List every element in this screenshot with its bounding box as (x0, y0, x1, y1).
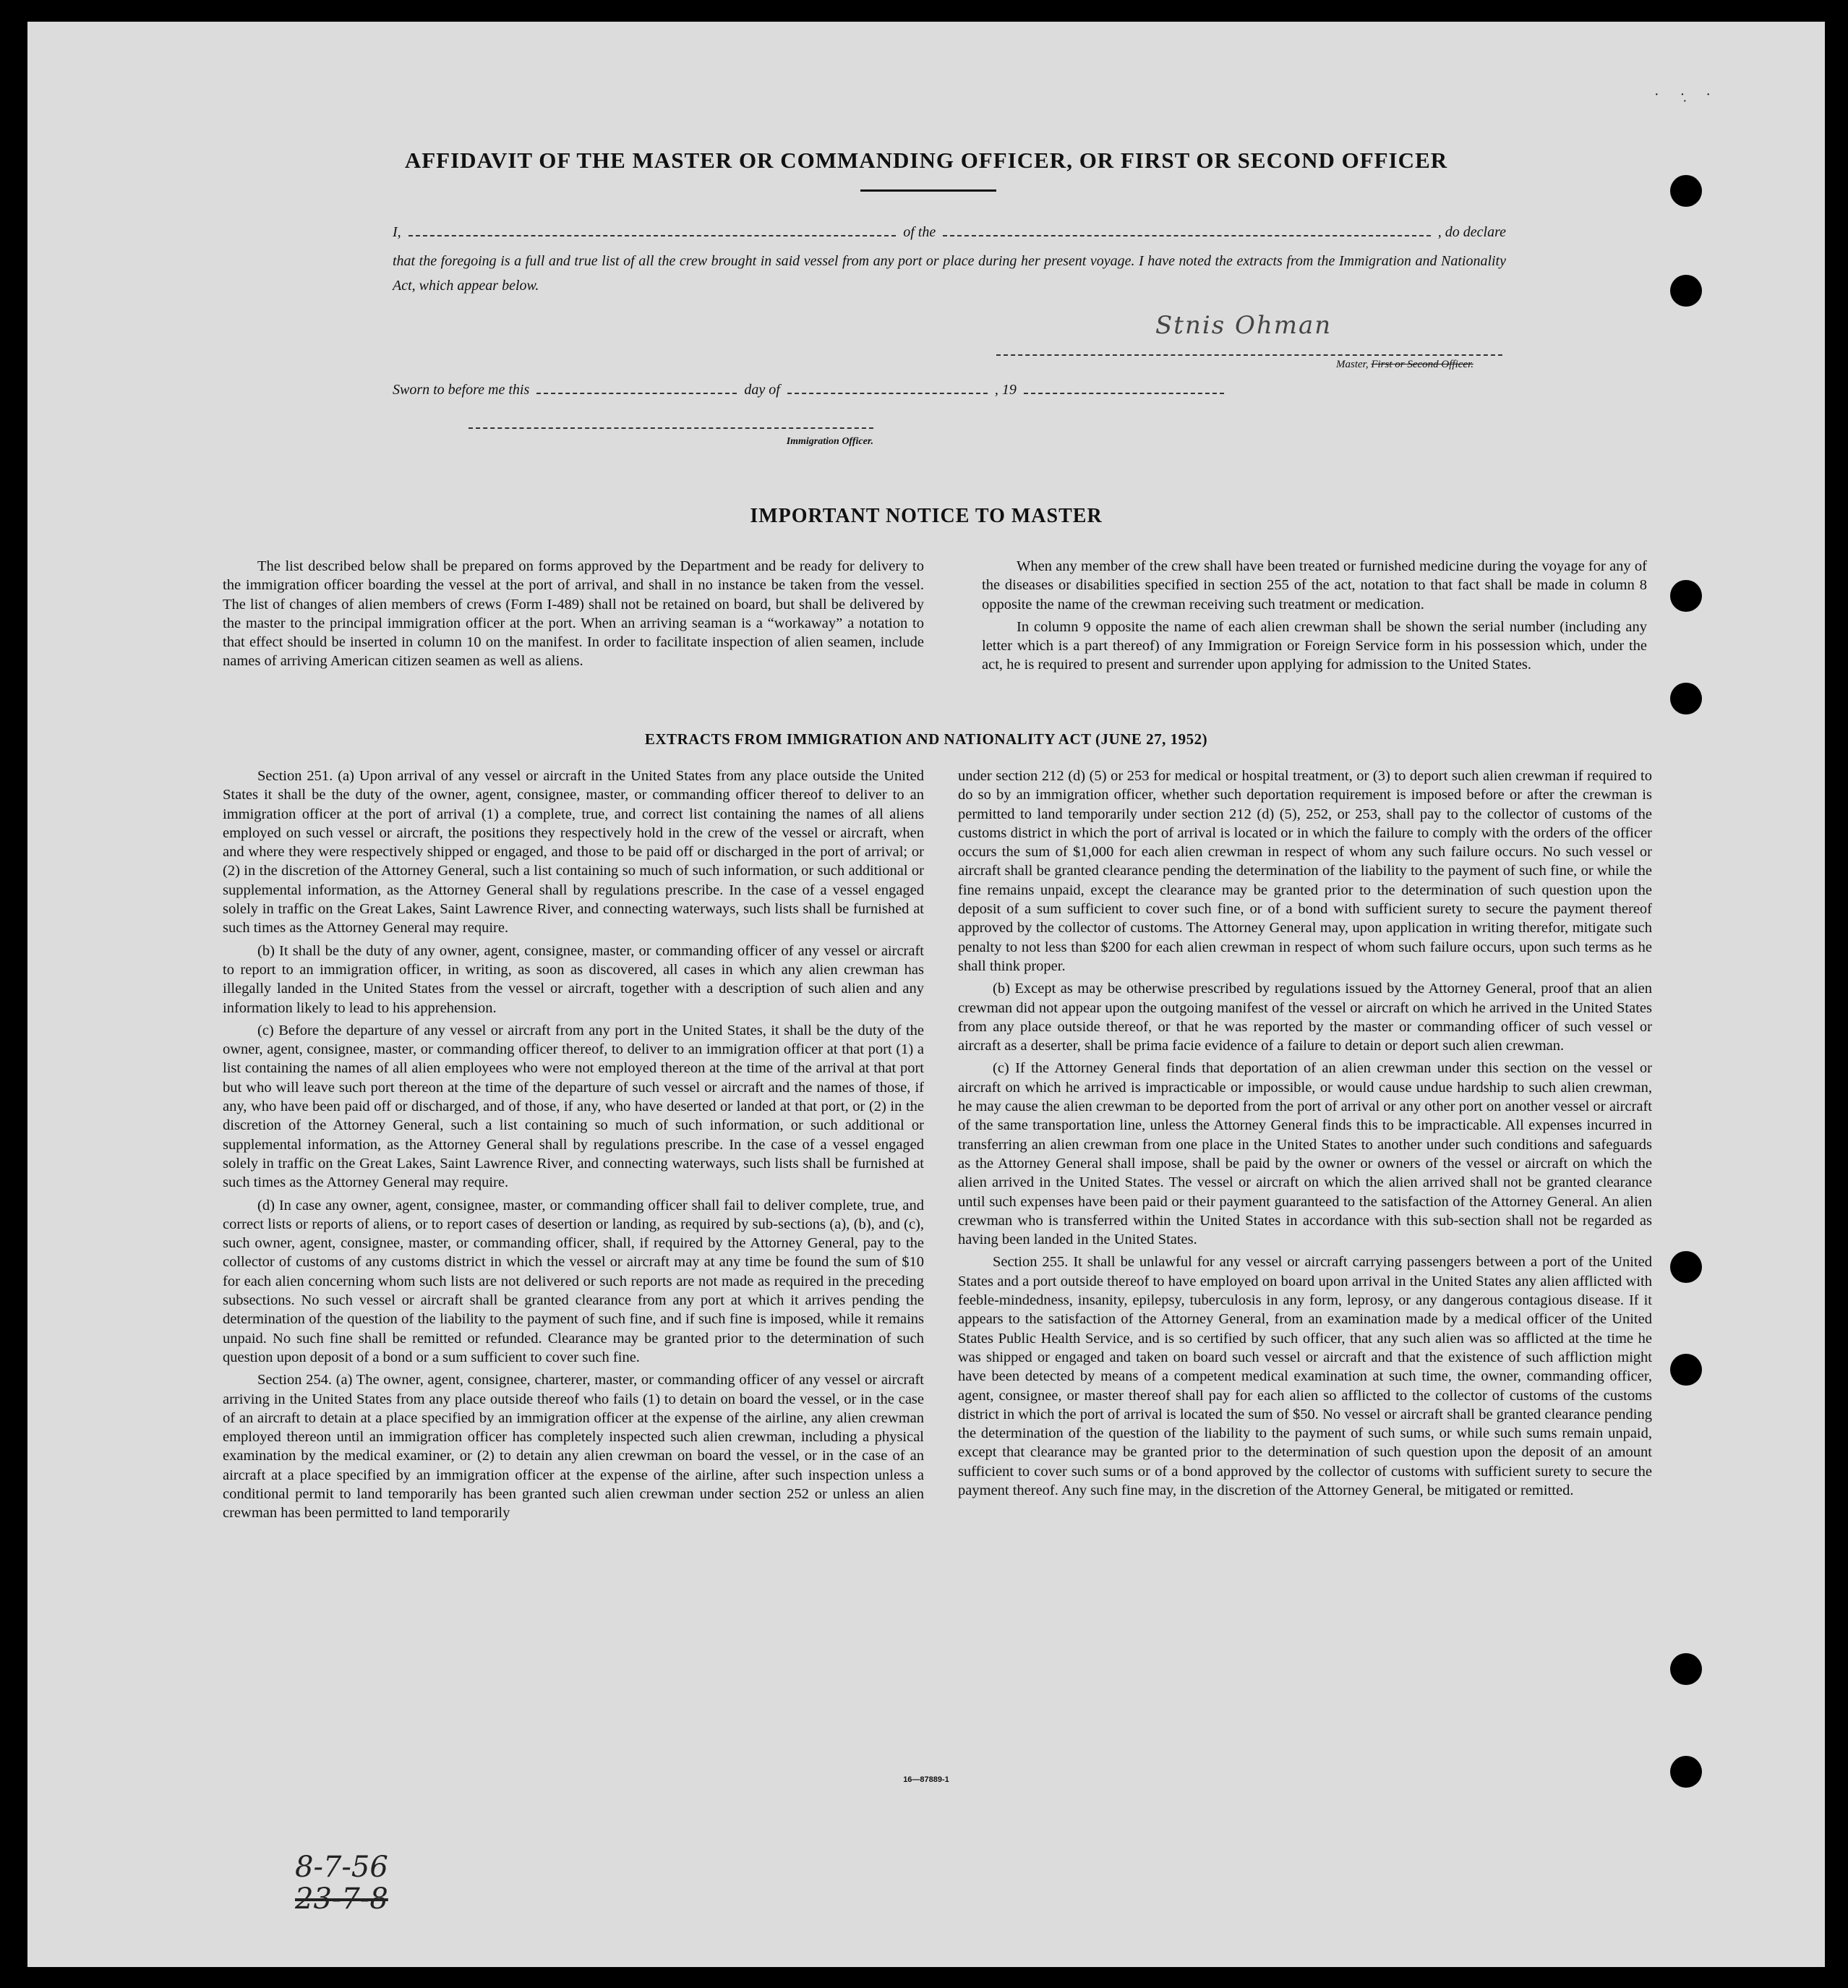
name-blank[interactable] (408, 234, 897, 236)
form-number: 16—87889-1 (903, 1775, 949, 1784)
notice-title: IMPORTANT NOTICE TO MASTER (750, 505, 1103, 527)
scan-specks: · ·̣ · (1654, 87, 1719, 103)
day-of-label: day of (744, 382, 780, 398)
notice-paragraph: When any member of the crew shall have been treated or furnished medicine during the voyage for any of the diseases or disabilities specified in section 255 of the act, notation to that fact shall be made in column 8 opposite the name of the crewman receiving such treatment or medication. (982, 558, 1647, 613)
vessel-blank[interactable] (943, 234, 1431, 236)
notice-right-column (982, 557, 1647, 678)
notice-left-column (223, 557, 924, 675)
handwritten-date-1: 8-7-56 (295, 1851, 388, 1884)
punch-hole (1670, 580, 1702, 612)
punch-hole (1670, 1653, 1702, 1685)
extract-paragraph: (b) It shall be the duty of any owner, agent, consignee, master, or commanding officer of any vessel or aircraft to report to an immigration officer, in writing, as soon as discovered, all cases in which any alien crewman has illegally landed in the United States from the vessel or aircraft, together with a description of such alien and any information likely to lead to his apprehension. (223, 942, 924, 1016)
sworn-line (393, 382, 1224, 398)
declaration-text: that the foregoing is a full and true list of all the crew brought in said vessel from any port or place during her present voyage. I have noted the extracts from the Immigration and Nationality Act, which appear below. (393, 253, 1506, 294)
immigration-officer-signature-line[interactable] (469, 427, 873, 429)
extract-paragraph: (b) Except as may be otherwise prescribed by regulations issued by the Attorney General, proof that an alien crewman did not appear upon the outgoing manifest of the vessel or aircraft on which he arrived in the United States from any place outside thereof, or that he was reported by the master or commanding officer of such vessel or aircraft as a deserter, shall be prima facie evidence of a failure to detain or deport such alien crewman. (958, 981, 1652, 1054)
sworn-year-blank[interactable] (1024, 392, 1224, 394)
declaration-line (393, 224, 1506, 241)
sworn-day-blank[interactable] (536, 392, 737, 394)
signer-label: Master, First or Second Officer. (1336, 359, 1473, 370)
handwritten-date-2: 23-7-8 (295, 1882, 388, 1916)
extract-paragraph: Section 254. (a) The owner, agent, consignee, charterer, master, or commanding officer of any vessel or aircraft arriving in the United States from any place outside thereof who fails (1) to detain on board the vessel, or in the case of an aircraft to detain at a place specified by an immigration officer at the expense of the airline, any alien crewman employed thereon until an immigration officer has completely inspected such alien crewman, including a physical examination by the medical examiner, or (2) to detain any alien crewman on board the vessel, or in the case of an aircraft at a place specified by an immigration officer at the expense of the airline, after such inspection unless a conditional permit to land temporarily has been granted such alien crewman under section 252 or unless an alien crewman has been permitted to land temporarily (223, 1372, 924, 1522)
extracts-left-column (223, 767, 924, 1527)
extract-paragraph: Section 255. It shall be unlawful for any vessel or aircraft carrying passengers between a port of the United States and a port outside thereof to have employed on board upon arrival in the United States any alien afflicted with feeble-mindedness, insanity, epilepsy, tuberculosis in any form, leprosy, or any dangerous contagious disease. If it appears to the satisfaction of the Attorney General, from an examination made by a medical officer of the United States Public Health Service, and is so certified by such officer, that any such alien was so afflicted at the time he was shipped or engaged and taken on board such vessel or aircraft and that the existence of such affliction might have been detected by means of a competent medical examination at such time, the owner, commanding officer, agent, consignee, or master thereof shall pay for each alien so afflicted to the collector of customs of the customs district in which the port of arrival is located the sum of $50. No vessel or aircraft shall be granted clearance pending the determination of the question of the liability to the payment of such sums, or while such sums remain unpaid, except that clearance may be granted prior to the determination of such question upon the deposit of an amount sufficient to cover such sums or of a bond approved by the collector of customs with sufficient surety to secure the payment thereof. Any such fine may, in the discretion of the Attorney General, be mitigated or remitted. (958, 1254, 1652, 1498)
do-declare-label: , do declare (1437, 224, 1506, 240)
affidavit-title: AFFIDAVIT OF THE MASTER OR COMMANDING OFFICER, OR FIRST OR SECOND OFFICER (404, 148, 1448, 173)
sworn-month-blank[interactable] (787, 392, 988, 394)
extract-paragraph: under section 212 (d) (5) or 253 for medical or hospital treatment, or (3) to deport such alien crewman if required to do so by an immigration officer, whether such deportation requirement is imposed before or after the crewman is permitted to land temporarily under section 212 (d) (5), 252, or 253, shall pay to the collector of customs of the customs district in which the port of arrival is located or in which the failure to comply with the orders of the officer occurs the sum of $1,000 for each alien crewman in respect of whom any such failure occurs. No such vessel or aircraft shall be granted clearance pending the determination of the liability to the payment of such fine, or while the fine remains unpaid, except the clearance may be granted prior to the determination of such question upon the deposit of a sum sufficient to cover such fine, or of a bond with sufficient surety to secure the payment thereof approved by the collector of customs. The Attorney General may, upon application in writing therefor, mitigate such penalty to not less than $200 for each alien crewman in respect of whom such failure occurs, upon such terms as he shall think proper. (958, 768, 1652, 974)
year-label: , 19 (994, 382, 1017, 398)
handwritten-dates (295, 1851, 388, 1915)
extracts-title: EXTRACTS FROM IMMIGRATION AND NATIONALITY ACT (JUNE 27, 1952) (644, 730, 1208, 748)
immigration-officer-label: Immigration Officer. (786, 436, 873, 447)
of-the-label: of the (903, 224, 936, 240)
punch-hole (1670, 1251, 1702, 1283)
title-rule (860, 189, 996, 192)
punch-hole (1670, 275, 1702, 307)
sworn-label: Sworn to before me this (393, 382, 530, 398)
extract-paragraph: (d) In case any owner, agent, consignee, master, or commanding officer shall fail to deliver complete, true, and correct lists or reports of aliens, or to report cases of desertion or landing, as required by sub-sections (a), (b), and (c), such owner, agent, consignee, master, or commanding officer, shall, if required by the Attorney General, pay to the collector of customs of any customs district in which the vessel or aircraft may at any time be found the sum of $10 for each alien concerning whom such lists are not delivered or such reports are not made as required in the preceding subsections. No such vessel or aircraft shall be granted clearance from any port at which it arrives pending the determination of the question of the liability to the payment of such fine, and if such fine is imposed, while it remains unpaid. No such fine shall be remitted or refunded. Clearance may be granted prior to the determination of such question upon deposit of a bond or a sum sufficient to cover such fine. (223, 1197, 924, 1365)
punch-hole (1670, 683, 1702, 714)
struck-officer-label: First or Second Officer. (1371, 359, 1473, 370)
extract-paragraph: (c) Before the departure of any vessel or aircraft from any port in the United States, it shall be the duty of the owner, agent, consignee, master, or commanding officer thereof, to deliver to an immigration officer at that port (1) a list containing the names of all alien employees who were not employed thereon at the time of the arrival at that port but who will leave such port thereon at the time of the departure of such vessel or aircraft and the names of those, if any, who have been paid off or discharged, and of those, if any, who have deserted or landed at that port, or (2) in the discretion of the Attorney General, such a list containing so much of such information, or such additional or supplemental information, as the Attorney General shall by regulations prescribe. In the case of a vessel engaged solely in traffic on the Great Lakes, Saint Lawrence River, and connecting waterways, such lists shall be furnished at such times as the Attorney General may require. (223, 1022, 924, 1191)
punch-hole (1670, 1756, 1702, 1788)
signature-line[interactable] (996, 311, 1502, 356)
extracts-right-column (958, 767, 1652, 1503)
extract-paragraph: Section 251. (a) Upon arrival of any vessel or aircraft in the United States from any place outside the United States it shall be the duty of the owner, agent, consignee, master, or commanding officer thereof to deliver to an immigration officer at the port of arrival (1) a complete, true, and correct list containing the names of all aliens employed on such vessel or aircraft, the positions they respectively hold in the crew of the vessel or aircraft, when and where they were respectively shipped or engaged, and those to be paid off or discharged in the port of arrival; or (2) in the discretion of the Attorney General, such a list containing so much of such information, or such additional or supplemental information, as the Attorney General shall by regulations prescribe. In the case of a vessel engaged solely in traffic on the Great Lakes, Saint Lawrence River, and connecting waterways, such lists shall be furnished at such times as the Attorney General may require. (223, 768, 924, 937)
punch-hole (1670, 1354, 1702, 1386)
extract-paragraph: (c) If the Attorney General finds that deportation of an alien crewman under this section on the vessel or aircraft on which he arrived is impracticable or impossible, or would cause undue hardship to such alien crewman, he may cause the alien crewman to be deported from the port of arrival or any other port on another vessel or aircraft of the same transportation line, unless the Attorney General finds this to be impracticable. All expenses incurred in transferring an alien crewman from one place in the United States to another under such conditions and safeguards as the Attorney General shall impose, shall be paid by the owner or owners of the vessel or aircraft on which the alien arrived in the United States. The vessel or aircraft on which the alien arrived shall not be granted clearance until such expenses have been paid or their payment guaranteed to the satisfaction of the Attorney General. An alien crewman who is transferred within the United States in accordance with this sub-section shall not be regarded as having been landed in the United States. (958, 1060, 1652, 1248)
master-signature: Stnis Ohman (1155, 311, 1332, 340)
notice-paragraph: The list described below shall be prepared on forms approved by the Department and be ready for delivery to the immigration officer boarding the vessel at the port of arrival, and shall in no instance be taken from the vessel. The list of changes of alien members of crews (Form I-489) shall not be retained on board, but shall be delivered by the master to the principal immigration officer at the port. When an arriving seaman is a “workaway” a notation to that effect should be inserted in column 10 on the manifest. In order to facilitate inspection of alien seamen, include names of arriving American citizen seamen as well as aliens. (223, 558, 924, 670)
i-label: I, (393, 224, 401, 240)
signature-block (996, 311, 1502, 371)
document-page (27, 22, 1825, 1967)
notice-paragraph: In column 9 opposite the name of each alien crewman shall be shown the serial number (including any letter which is a part thereof) of any Immigration or Foreign Service form in his possession which, under the act, he is required to present and surrender upon applying for admission to the United States. (982, 618, 1647, 673)
immigration-officer-block (469, 427, 873, 448)
punch-hole (1670, 175, 1702, 207)
